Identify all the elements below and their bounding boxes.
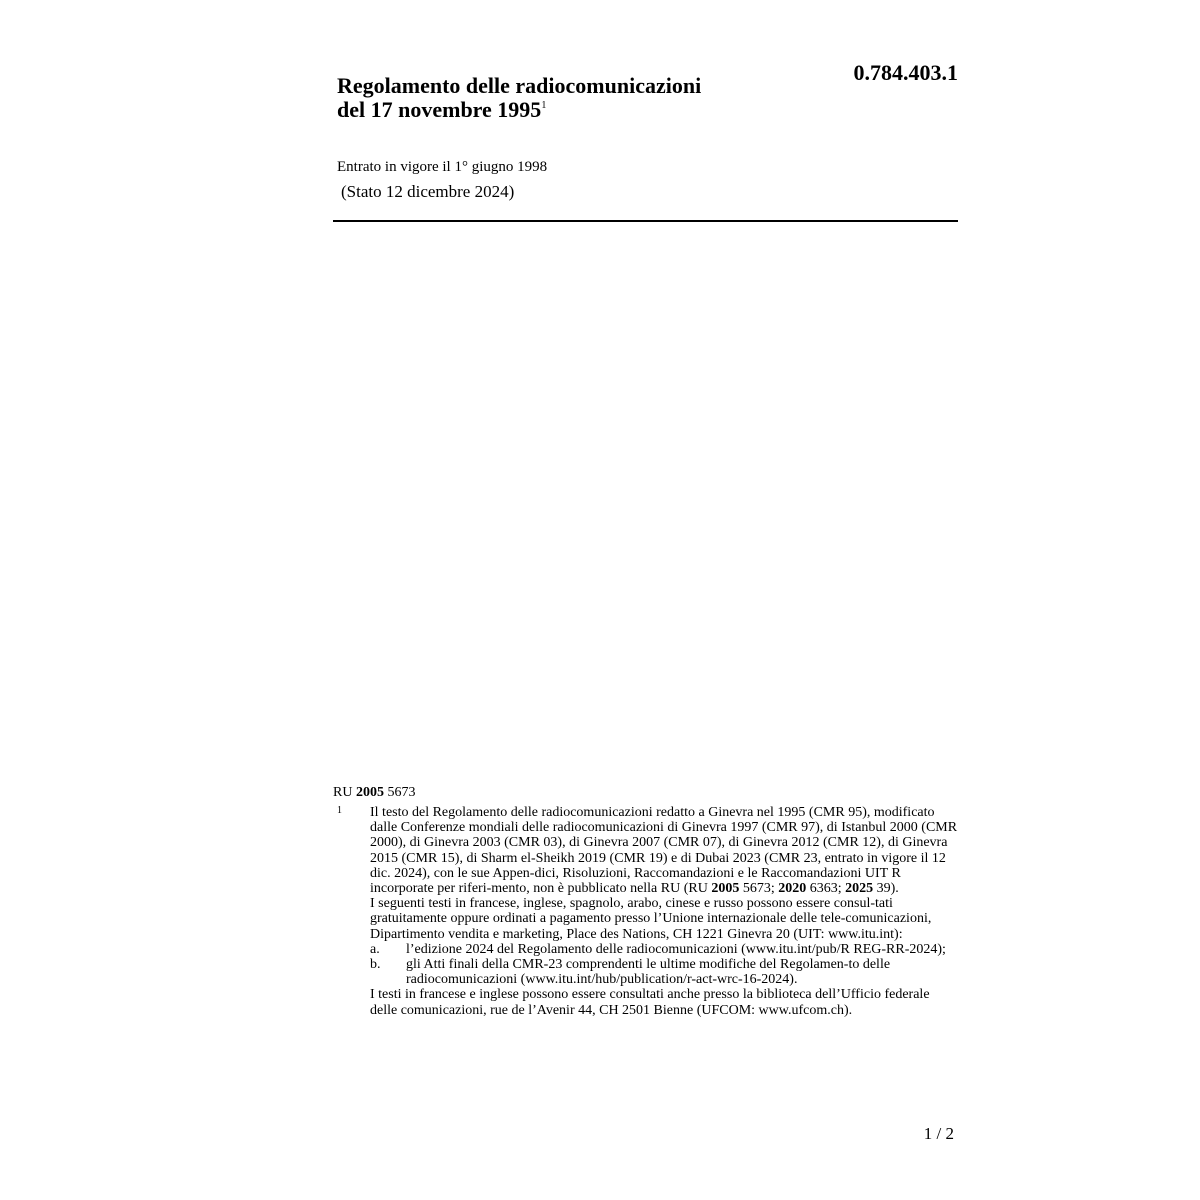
page-number: 1 / 2: [923, 1124, 954, 1143]
list-marker: b.: [370, 957, 381, 973]
footnote-paragraph-3: I testi in francese e inglese possono essere consultati anche presso la biblioteca dell’Ufficio federale delle comunicazioni, rue de l’Avenir 44, CH 2501 Bienne (UFCOM: www.ufcom.ch).: [370, 987, 930, 1018]
footnote-text: 6363;: [806, 881, 846, 897]
list-item-text: gli Atti finali della CMR-23 comprendenti le ultime modifiche del Regolamen-to delle radiocomunicazioni (www.itu.int/hub/publication/r-act-wrc-16-2024).: [406, 957, 891, 988]
ru-year: 2025: [845, 881, 874, 897]
footnote-paragraph-1: [370, 805, 958, 896]
entry-into-force: Entrato in vigore il 1° giugno 1998: [337, 159, 548, 175]
list-marker: a.: [370, 941, 380, 957]
sr-number: 0.784.403.1: [853, 60, 958, 85]
footnote-text: 5673;: [739, 881, 779, 897]
list-item: [370, 957, 958, 987]
list-item-text: l’edizione 2024 del Regolamento delle radiocomunicazioni (www.itu.int/pub/R REG-RR-2024);: [406, 941, 946, 957]
footnote-paragraph-2: I seguenti testi in francese, inglese, spagnolo, arabo, cinese e russo possono essere consul-tati gratuitamente oppure ordinati a pagamento presso l’Unione internazionale delle tele-comunicazioni, Dipartimento vendita e marketing, Place des Nations, CH 1221 Ginevra 20 (UIT: www.itu.int):: [370, 896, 932, 942]
ru-reference: [333, 785, 415, 801]
ru-prefix: RU: [333, 785, 356, 800]
document-title: [337, 74, 817, 122]
list-item: [370, 942, 958, 957]
footnote-text: Il testo del Regolamento delle radiocomunicazioni redatto a Ginevra nel 1995 (CMR 95), modificato dalle Conferenze mondiali delle radiocomunicazioni di Ginevra 1997 (CMR 97), di Istanbul 2000 (CMR 2000), di Ginevra 2003 (CMR 03), di Ginevra 2007 (CMR 07), di Ginevra 2012 (CMR 12), di Ginevra 2015 (CMR 15), di Sharm el-Sheikh 2019 (CMR 19) e di Dubai 2023 (CMR 23, entrato in vigore il 12 dic. 2024), con le sue Appen-dici, Risoluzioni, Raccomandazioni e le Raccomandazioni UIT R incorporate per riferi-mento, non è pubblicato nella RU (RU: [370, 805, 958, 897]
ru-page: 5673: [383, 785, 416, 800]
title-line-2: del 17 novembre 1995: [337, 97, 542, 122]
title-line-1: Regolamento delle radiocomunicazioni: [337, 73, 702, 98]
footnote-1: [333, 805, 958, 1018]
ru-year: 2005: [355, 785, 384, 800]
header-divider: [333, 220, 958, 222]
footnote-mark: 1: [337, 805, 342, 816]
footnote-list: [370, 942, 958, 988]
footnote-text: 39).: [873, 881, 899, 897]
footnote-reference[interactable]: 1: [541, 100, 547, 111]
ru-year: 2005: [711, 881, 740, 897]
ru-year: 2020: [778, 881, 807, 897]
status-date: (Stato 12 dicembre 2024): [341, 182, 515, 201]
footnote-body: [370, 805, 958, 1018]
